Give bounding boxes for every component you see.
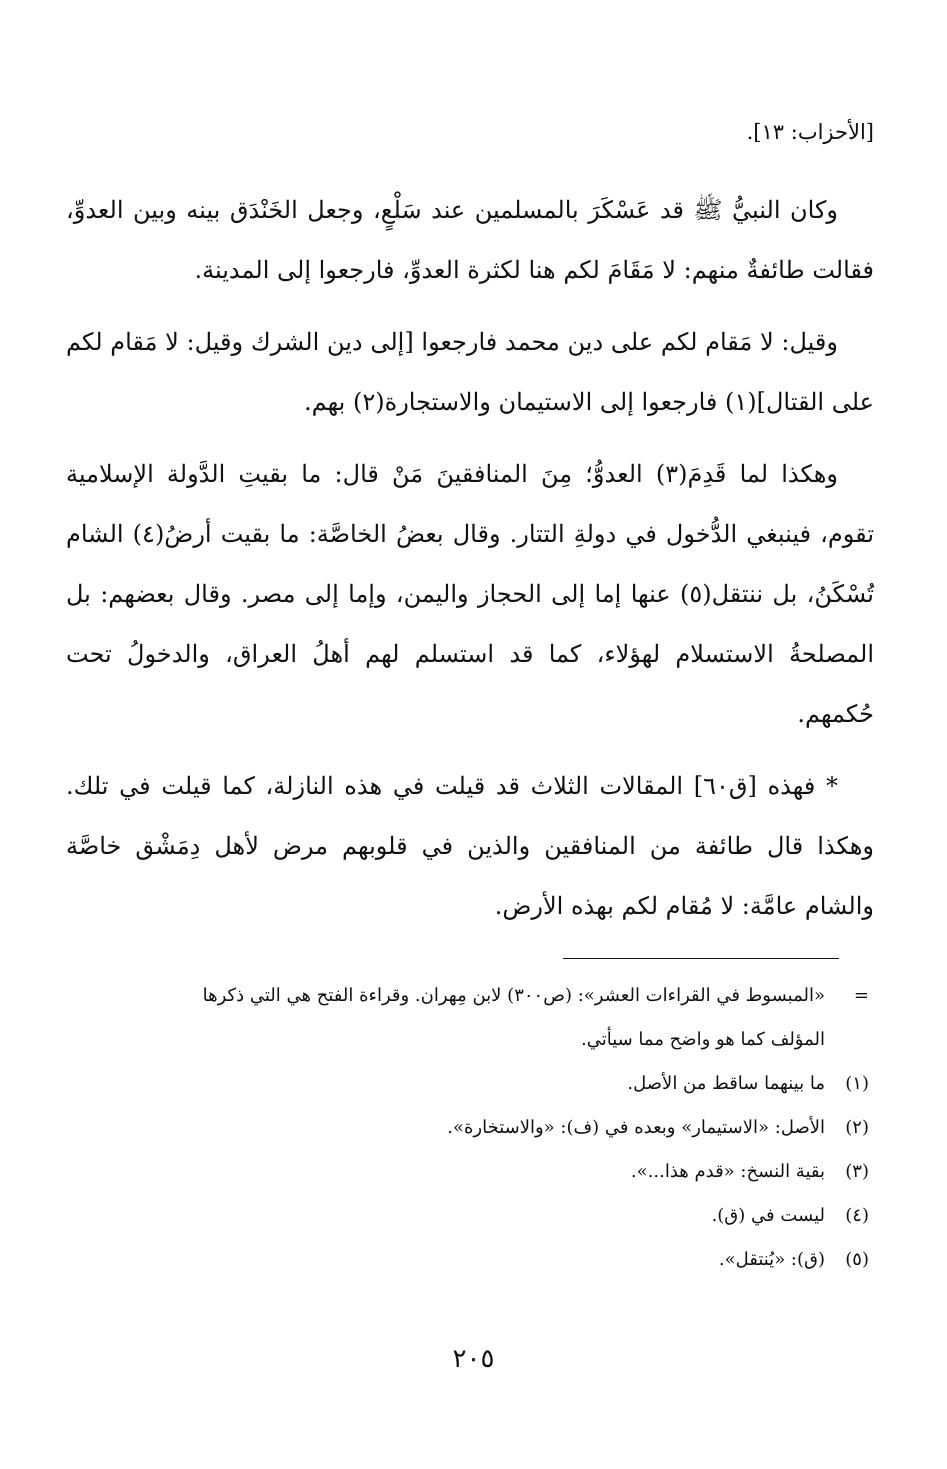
footnote-number: (٣) — [845, 1161, 869, 1182]
footnote-3 — [120, 1150, 869, 1194]
footnote-text: ما بينهما ساقط من الأصل. — [627, 1073, 825, 1094]
footnote-text: الأصل: «الاستيمار» وبعده في (ف): «والاستخارة». — [447, 1117, 825, 1138]
paragraph-4: * فهذه [ق٦٠] المقالات الثلاث قد قيلت في هذه النازلة، كما قيلت في تلك. وهكذا قال طائفة من المنافقين والذين في قلوبهم مرض لأهل دِمَشْق خاصَّة والشام عامَّة: لا مُقام لكم بهذه الأرض. — [66, 772, 874, 920]
paragraph-3: وهكذا لما قَدِمَ(٣) العدوُّ؛ مِنَ المنافقينَ مَنْ قال: ما بقيتِ الدَّولة الإسلامية تقوم، فينبغي الدُّخول في دولةِ التتار. وقال بعضُ الخاصَّة: ما بقيت أرضُ(٤) الشام تُسْكَنُ، بل ننتقل(٥) عنها إما إلى الحجاز واليمن، وإما إلى مصر. وقال بعضهم: بل المصلحةُ الاستسلام لهؤلاء، كما قد استسلم لهم أهلُ العراق، والدخولُ تحت حُكمهم. — [66, 460, 874, 728]
footnote-text: (ق): «يُنتقل». — [718, 1249, 825, 1270]
footnote-number: (٤) — [845, 1205, 869, 1226]
footnote-text: بقية النسخ: «قدم هذا...». — [630, 1161, 825, 1182]
footnote-divider — [563, 958, 839, 959]
footnote-2 — [120, 1106, 869, 1150]
footnote-number: (٢) — [845, 1117, 869, 1138]
continuation-line-1: «المبسوط في القراءات العشر»: (ص٣٠٠) لابن مِهران. وقراءة الفتح هي التي ذكرها — [202, 985, 825, 1006]
paragraph-1: وكان النبيُّ ﷺ قد عَسْكَرَ بالمسلمين عند سَلْعٍ، وجعل الخَنْدَق بينه وبين العدوِّ، فقالت طائفةٌ منهم: لا مَقَامَ لكم هنا لكثرة العدوِّ، فارجعوا إلى المدينة. — [66, 196, 874, 284]
footnotes — [120, 974, 869, 1282]
footnote-number: (١) — [845, 1073, 869, 1094]
paragraph-2: وقيل: لا مَقام لكم على دين محمد فارجعوا [إلى دين الشرك وقيل: لا مَقام لكم على القتال](١) فارجعوا إلى الاستيمان والاستجارة(٢) بهم. — [66, 328, 874, 416]
footnote-5 — [120, 1238, 869, 1282]
footnote-number: (٥) — [845, 1249, 869, 1270]
footnote-continuation — [120, 974, 869, 1018]
footnote-text: ليست في (ق). — [711, 1205, 825, 1226]
quran-reference: [الأحزاب: ١٣]. — [746, 120, 874, 144]
footnote-4 — [120, 1194, 869, 1238]
main-text — [66, 180, 874, 948]
page-number: ٢٠٥ — [452, 1344, 495, 1374]
continuation-marker: = — [853, 985, 869, 1006]
continuation-line-2: المؤلف كما هو واضح مما سيأتي. — [580, 1029, 825, 1050]
footnote-1 — [120, 1062, 869, 1106]
